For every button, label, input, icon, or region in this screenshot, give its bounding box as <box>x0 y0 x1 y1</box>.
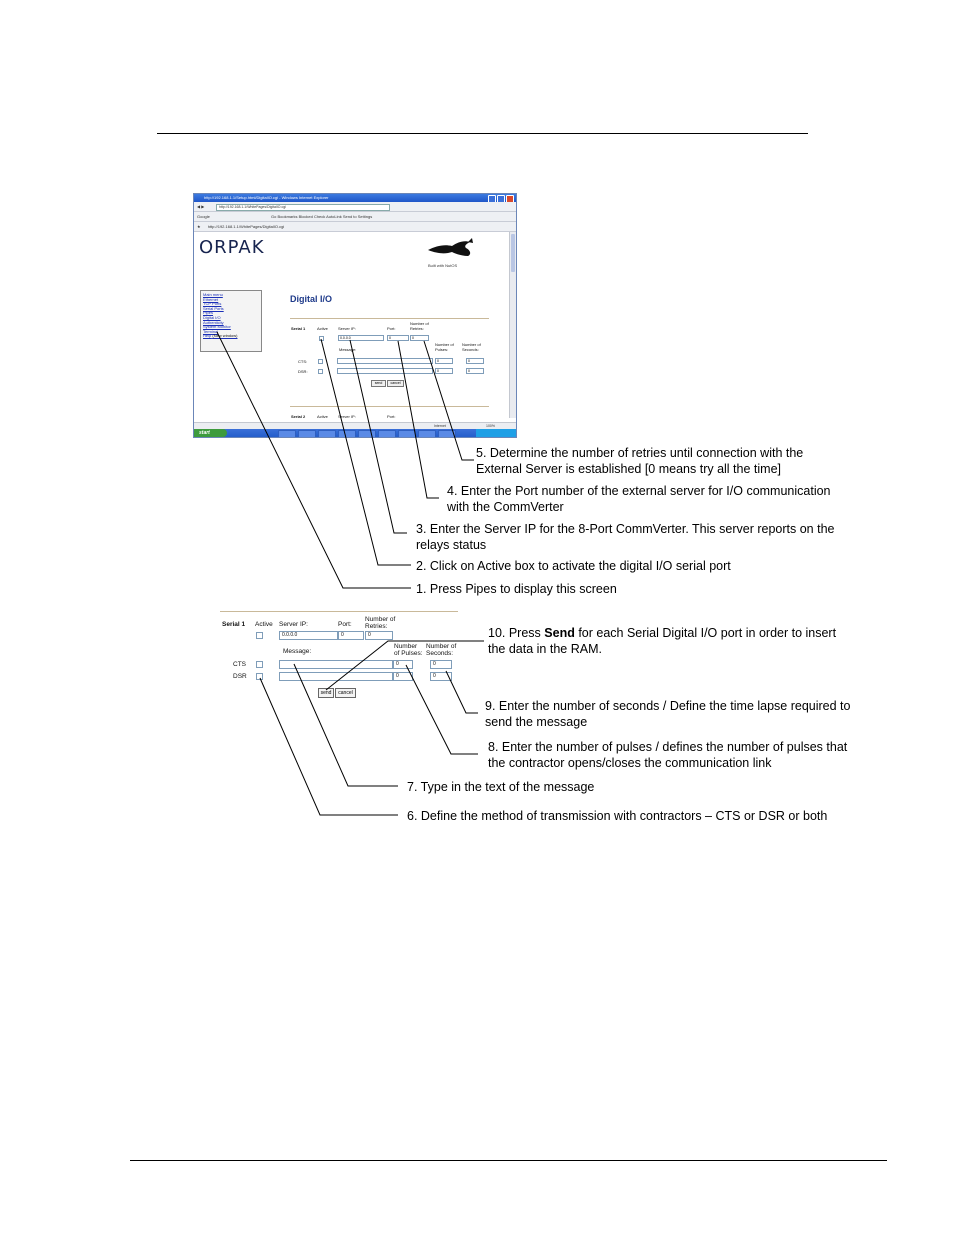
nav-link-system-monitor[interactable]: System Monitor <box>203 324 231 330</box>
note-9 <box>485 698 851 730</box>
retries-input[interactable]: 0 <box>410 335 429 341</box>
z-server-ip-input[interactable]: 0.0.0.0 <box>279 631 338 640</box>
toolbar-items[interactable]: Go Bookmarks Blocked Check AutoLink Send to Settings <box>271 214 373 219</box>
active-label: Active <box>317 326 328 331</box>
port-input[interactable]: 0 <box>387 335 409 341</box>
nav-link-terminal[interactable]: Terminal <box>203 328 219 334</box>
z-pulses-label: Number of Pulses: <box>394 643 423 657</box>
pulses-label: Number of Pulses: <box>435 342 454 352</box>
retries-label: Number of Retries: <box>410 321 429 331</box>
start-button[interactable]: start <box>194 429 227 437</box>
note-10-pre: 10. Press <box>488 626 545 640</box>
google-label: Google <box>197 214 210 219</box>
note-10-post: for each Serial Digital I/O port in order to insert <box>574 626 837 640</box>
window-title: http://192.168.1.1/Setup.html/DigitalIO.cgi - Windows Internet Explorer <box>204 195 329 200</box>
note-9-line2: send the message <box>485 715 588 729</box>
back-forward-icon[interactable]: ◀ ▶ <box>197 204 205 209</box>
nav-link-pipes[interactable]: Pipes <box>203 310 214 316</box>
dsr-pulses-input[interactable]: 0 <box>435 368 453 374</box>
z-server-ip-label: Server IP: <box>279 621 308 628</box>
note-5-line1: 5. Determine the number of retries until connection with the <box>476 446 804 460</box>
serial1-label: Serial 1 <box>291 326 306 331</box>
z-dsr-pulses-input[interactable]: 0 <box>393 672 413 681</box>
z-retries-input[interactable]: 0 <box>365 631 393 640</box>
note-3-line2: relays status <box>416 538 487 552</box>
note-8 <box>488 739 847 771</box>
note-7: 7. Type in the text of the message <box>407 780 595 794</box>
cts-seconds-input[interactable]: 0 <box>466 358 484 364</box>
note-1: 1. Press Pipes to display this screen <box>416 582 617 596</box>
note-4-line2: with the CommVerter <box>447 500 564 514</box>
server-ip-input[interactable]: 0.0.0.0 <box>338 335 384 341</box>
z-dsr-label: DSR <box>233 673 247 680</box>
nav-link-tcp-ports[interactable]: TCP Ports <box>203 301 222 307</box>
z-cancel-button[interactable]: cancel <box>335 688 356 698</box>
status-zoom[interactable]: 100% <box>486 424 495 428</box>
serial2-label: Serial 2 <box>291 414 306 419</box>
browser-tab[interactable]: http://192.168.1.1/WhitePages/DigitalIO.cgi <box>207 224 285 229</box>
seconds-label: Number of Seconds: <box>462 342 481 352</box>
z-cts-seconds-input[interactable]: 0 <box>430 660 452 669</box>
z-cts-label: CTS <box>233 661 246 668</box>
server-ip-label: Server IP: <box>338 326 356 331</box>
nav-link-help[interactable]: Help <box>203 333 212 339</box>
orpak-logo: ORPAK <box>199 237 265 258</box>
note-10 <box>488 625 836 657</box>
port-label: Port: <box>387 326 396 331</box>
note-8-line2: the contractor opens/closes the communication link <box>488 756 772 770</box>
nav-link-ethernet[interactable]: Ethernet <box>203 296 219 302</box>
cancel-button[interactable]: cancel <box>387 380 404 387</box>
z-port-label: Port: <box>338 621 352 628</box>
serial2-server-ip-label: Server IP: <box>338 414 356 419</box>
note-10-line2: the data in the RAM. <box>488 642 602 656</box>
note-3-line1: 3. Enter the Server IP for the 8-Port CommVerter. This server reports on the <box>416 522 835 536</box>
note-10-bold: Send <box>544 626 575 640</box>
note-9-line1: 9. Enter the number of seconds / Define the time lapse required to <box>485 699 851 713</box>
note-4 <box>447 483 831 515</box>
nav-link-authenticity[interactable]: Authenticity <box>203 319 224 325</box>
note-2: 2. Click on Active box to activate the digital I/O serial port <box>416 559 731 573</box>
nav-link-digital-io[interactable]: Digital I/O <box>203 314 221 320</box>
send-button[interactable]: send <box>371 380 386 387</box>
note-4-line1: 4. Enter the Port number of the external server for I/O communication <box>447 484 831 498</box>
address-bar[interactable]: http://192.168.1.1/WhitePages/DigitalIO.cgi <box>216 204 390 211</box>
note-5-line2: External Server is established [0 means try all the time] <box>476 462 781 476</box>
nav-help-suffix: (New window) <box>212 333 238 339</box>
note-5 <box>476 445 803 477</box>
dsr-seconds-input[interactable]: 0 <box>466 368 484 374</box>
nav-link-main-menu[interactable]: Main menu <box>203 292 223 297</box>
message-label: Message: <box>339 347 357 352</box>
note-3 <box>416 521 834 553</box>
cts-pulses-input[interactable]: 0 <box>435 358 453 364</box>
z-retries-label: Number of Retries: <box>365 616 396 630</box>
z-active-label: Active <box>255 621 273 628</box>
z-port-input[interactable]: 0 <box>338 631 364 640</box>
cts-label: CTS: <box>298 359 308 364</box>
status-internet: Internet <box>434 424 446 428</box>
page-title: Digital I/O <box>290 294 333 304</box>
z-message-label: Message: <box>283 648 312 655</box>
z-send-button[interactable]: send <box>318 688 334 698</box>
star-icon[interactable]: ★ <box>197 224 201 229</box>
serial2-active-label: Active <box>317 414 328 419</box>
note-6: 6. Define the method of transmission with contractors – CTS or DSR or both <box>407 809 828 823</box>
nav-link-serial-ports[interactable]: Serial Ports <box>203 305 224 311</box>
z-dsr-seconds-input[interactable]: 0 <box>430 672 452 681</box>
note-8-line1: 8. Enter the number of pulses / defines the number of pulses that <box>488 740 848 754</box>
built-with-text: Built with NutOS <box>428 263 458 268</box>
z-serial1-label: Serial 1 <box>222 621 246 628</box>
dsr-label: DSR: <box>298 369 308 374</box>
z-cts-pulses-input[interactable]: 0 <box>393 660 413 669</box>
z-seconds-label: Number of Seconds: <box>426 643 457 657</box>
serial2-port-label: Port: <box>387 414 396 419</box>
note-10-line1 <box>488 625 836 641</box>
